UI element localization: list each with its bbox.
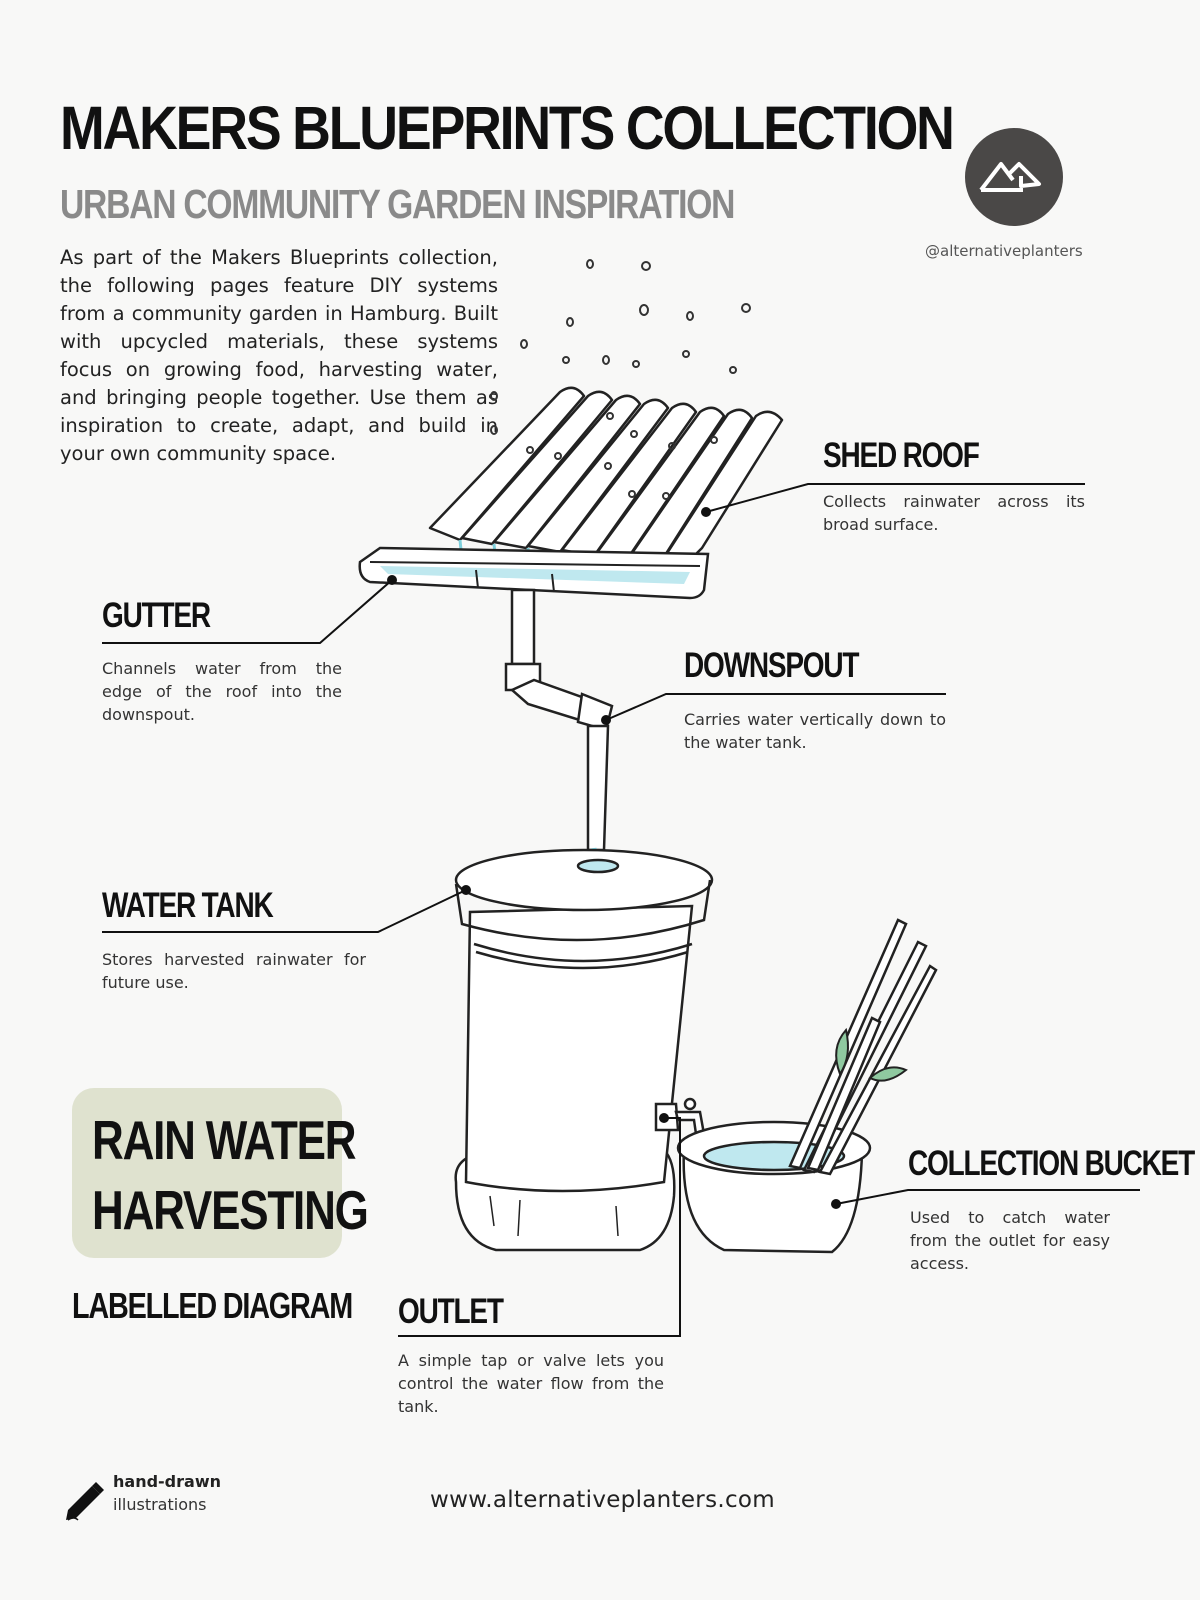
page-title: MAKERS BLUEPRINTS COLLECTION [60,94,953,162]
footer-illustrations: illustrations [113,1495,207,1514]
intro-paragraph: As part of the Makers Blueprints collection, the following pages feature DIY systems from a community garden in Hamburg. Built with upcycled materials, these systems focus on growing food, harvesting water, and bringing people together. Use them as inspiration to create, adapt, and build in your own community space. [60,246,498,465]
shed-roof [430,388,782,560]
diagram-tag: LABELLED DIAGRAM [72,1285,352,1326]
label-shed-roof-desc: Collects rainwater across its broad surface. [823,492,1085,534]
topic-badge-text [92,1105,368,1245]
plant-sticks [790,920,936,1174]
social-handle[interactable]: @alternativeplanters [925,242,1083,260]
topic-badge-line1: RAIN WATER [92,1109,356,1171]
label-outlet-title: OUTLET [398,1292,503,1331]
pencil-icon [60,1476,106,1522]
downspout [506,590,612,850]
water-tank [456,850,712,1250]
label-gutter-title: GUTTER [102,596,210,635]
label-collection-bucket-title: COLLECTION BUCKET [908,1144,1195,1183]
footer-hand-drawn: hand-drawn [113,1472,221,1491]
website-link[interactable]: www.alternativeplanters.com [430,1487,775,1513]
label-downspout-title: DOWNSPOUT [684,646,859,685]
label-collection-bucket-desc: Used to catch water from the outlet for easy access. [910,1208,1110,1273]
label-downspout-desc: Carries water vertically down to the water tank. [684,710,946,752]
topic-badge-line2: HARVESTING [92,1179,368,1241]
label-gutter-desc: Channels water from the edge of the roof into the downspout. [102,659,342,724]
label-shed-roof-title: SHED ROOF [823,436,979,475]
page-subtitle: URBAN COMMUNITY GARDEN INSPIRATION [60,181,735,227]
label-water-tank-title: WATER TANK [102,886,273,925]
label-outlet-desc: A simple tap or valve lets you control the water flow from the tank. [398,1351,664,1416]
label-water-tank-desc: Stores harvested rainwater for future use. [102,950,366,992]
